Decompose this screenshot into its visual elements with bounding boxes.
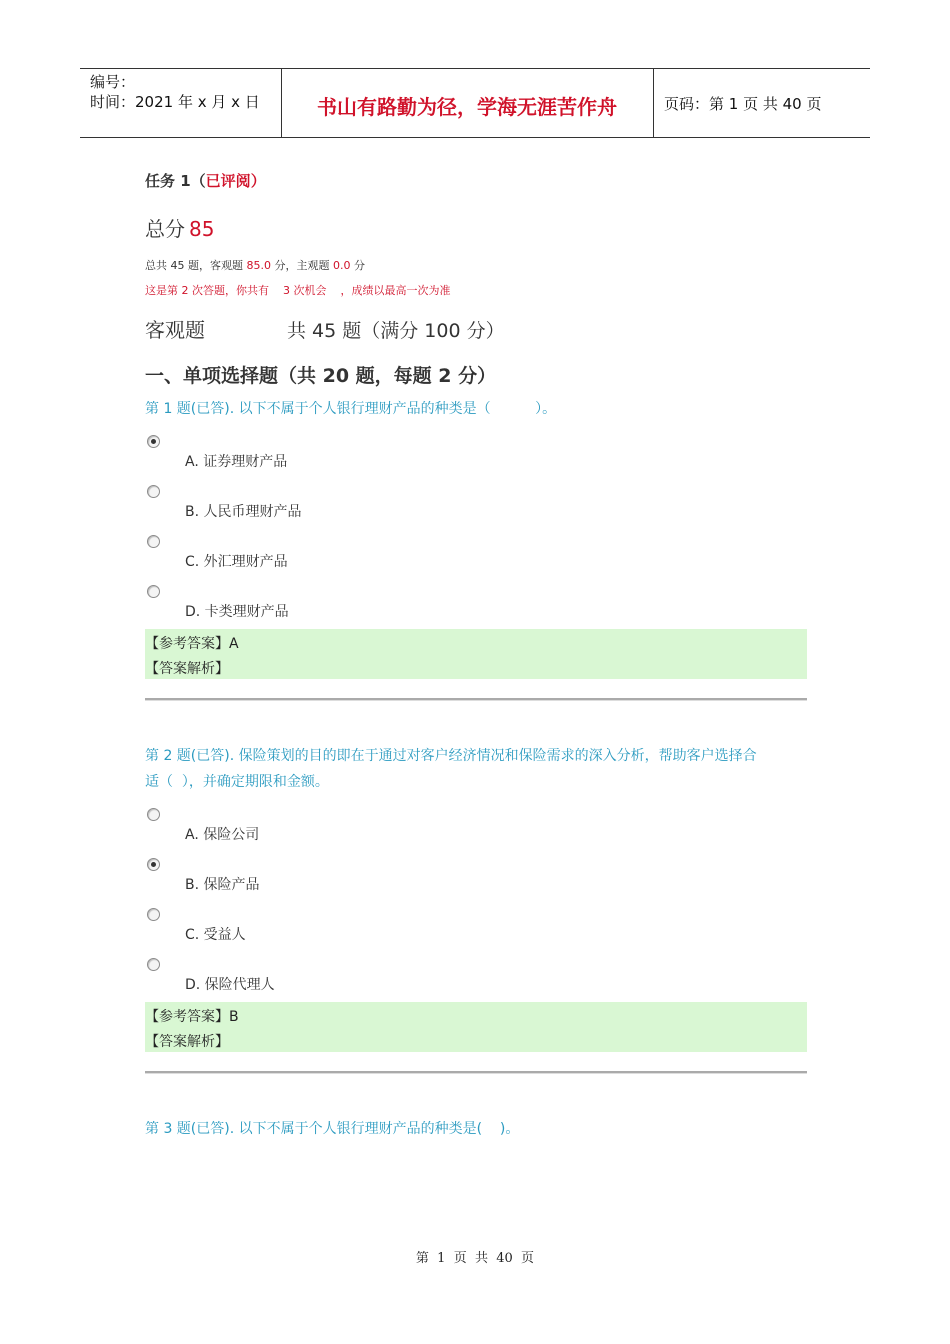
stats-text: 分	[350, 259, 365, 272]
section-title: 一、单项选择题（共 20 题，每题 2 分）	[145, 365, 497, 387]
question-2-text-line2: 适（ ），并确定期限和金额。	[145, 774, 329, 790]
objective-score: 85.0	[246, 259, 271, 272]
question-1-option-a-radio[interactable]	[147, 435, 160, 448]
question-1-text: 第 1 题(已答). 以下不属于个人银行理财产品的种类是（ ）。	[145, 401, 557, 417]
question-1-answer: 【参考答案】A	[145, 636, 239, 652]
header-motto-cell	[281, 69, 654, 137]
total-score	[145, 213, 214, 242]
objective-heading	[145, 314, 505, 343]
question-3-text: 第 3 题(已答). 以下不属于个人银行理财产品的种类是( )。	[145, 1121, 520, 1137]
document-header	[80, 68, 870, 138]
task-prefix: 任务 1（	[145, 172, 206, 190]
question-1-option-d-radio[interactable]	[147, 585, 160, 598]
question-2-option-d-radio[interactable]	[147, 958, 160, 971]
task-suffix: ）	[250, 172, 266, 190]
task-status: 已评阅	[205, 172, 251, 190]
question-2-text-line1: 第 2 题(已答). 保险策划的目的即在于通过对客户经济情况和保险需求的深入分析，帮助客户选择合	[145, 748, 757, 764]
header-meta-cell	[80, 69, 282, 137]
question-1-option-d[interactable]: D. 卡类理财产品	[185, 604, 289, 620]
question-2-analysis: 【答案解析】	[145, 1034, 229, 1050]
question-1-option-c[interactable]: C. 外汇理财产品	[185, 554, 288, 570]
document-date: 时间：2021 年 x 月 x 日	[90, 93, 260, 111]
question-1-option-b-radio[interactable]	[147, 485, 160, 498]
question-2-option-d[interactable]: D. 保险代理人	[185, 977, 275, 993]
question-divider	[145, 698, 807, 701]
subjective-score: 0.0	[333, 259, 351, 272]
question-1-analysis: 【答案解析】	[145, 661, 229, 677]
objective-count: 共 45 题（满分 100 分）	[287, 320, 505, 342]
question-1-option-b[interactable]: B. 人民币理财产品	[185, 504, 302, 520]
document-code-label: 编号：	[90, 73, 136, 91]
motto: 书山有路勤为径，学海无涯苦作舟	[317, 95, 617, 119]
question-2-answer-box	[145, 1002, 807, 1052]
question-divider	[145, 1071, 807, 1074]
question-2-option-a[interactable]: A. 保险公司	[185, 827, 260, 843]
header-page-cell	[654, 69, 870, 137]
question-1-option-c-radio[interactable]	[147, 535, 160, 548]
score-stats	[145, 257, 365, 273]
question-2-option-a-radio[interactable]	[147, 808, 160, 821]
attempt-note: 这是第 2 次答题，你共有 3 次机会 ，成绩以最高一次为准	[145, 284, 451, 297]
question-2-option-c[interactable]: C. 受益人	[185, 927, 246, 943]
score-value: 85	[189, 217, 215, 241]
objective-label: 客观题	[145, 318, 205, 342]
stats-text: 分，主观题	[271, 259, 333, 272]
question-1-answer-box	[145, 629, 807, 679]
question-2-option-b[interactable]: B. 保险产品	[185, 877, 260, 893]
question-2-answer: 【参考答案】B	[145, 1009, 239, 1025]
page-footer: 第 1 页 共 40 页	[415, 1251, 535, 1266]
question-1-option-a[interactable]: A. 证券理财产品	[185, 454, 288, 470]
question-2-option-c-radio[interactable]	[147, 908, 160, 921]
page-number-label: 页码：第 1 页 共 40 页	[664, 95, 822, 113]
score-label: 总分	[145, 217, 185, 241]
question-2-option-b-radio[interactable]	[147, 858, 160, 871]
task-title	[145, 170, 266, 191]
stats-text: 总共 45 题，客观题	[145, 259, 247, 272]
